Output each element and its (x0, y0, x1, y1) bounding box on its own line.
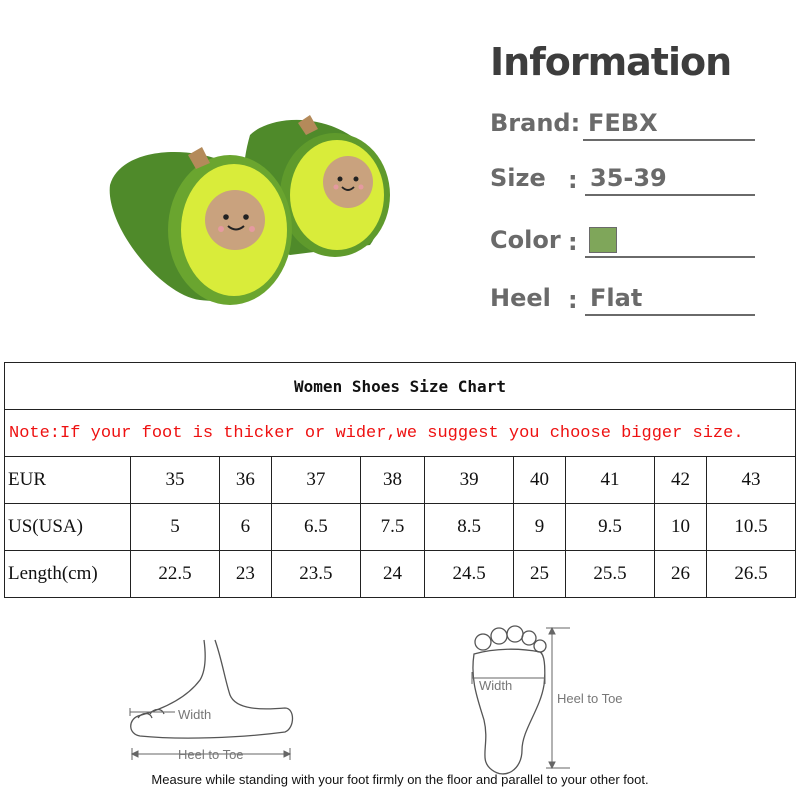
table-cell: 10.5 (706, 504, 795, 551)
size-value: 35-39 (590, 164, 667, 192)
heel-colon: : (568, 286, 578, 314)
color-label: Color (490, 226, 561, 254)
info-title: Information (490, 40, 732, 84)
brand-value: FEBX (588, 109, 658, 137)
side-foot-illustration (131, 640, 293, 738)
table-cell: 36 (219, 457, 271, 504)
info-row-brand (490, 105, 755, 141)
table-row (5, 551, 796, 598)
table-cell: 24.5 (425, 551, 514, 598)
size-chart-note: Note:If your foot is thicker or wider,we suggest you choose bigger size. (5, 410, 796, 457)
size-underline (585, 194, 755, 196)
side-width-label: Width (178, 707, 212, 722)
side-length-label: Heel to Toe (178, 747, 244, 762)
table-cell: 9.5 (566, 504, 655, 551)
size-chart-title-row (5, 363, 796, 410)
table-cell: 26 (654, 551, 706, 598)
heel-label: Heel (490, 284, 551, 312)
table-cell: 24 (360, 551, 424, 598)
size-chart-title: Women Shoes Size Chart (5, 363, 796, 410)
brand-label: Brand: (490, 109, 581, 137)
table-cell: 25.5 (566, 551, 655, 598)
table-cell: 5 (131, 504, 220, 551)
table-cell: 39 (425, 457, 514, 504)
table-cell: 35 (131, 457, 220, 504)
size-label: Size (490, 164, 546, 192)
table-cell: 9 (514, 504, 566, 551)
table-cell: 26.5 (706, 551, 795, 598)
heel-underline (585, 314, 755, 316)
info-row-heel (490, 280, 755, 316)
table-cell: 43 (706, 457, 795, 504)
size-chart-table (4, 362, 796, 598)
table-cell: 42 (654, 457, 706, 504)
size-colon: : (568, 166, 578, 194)
table-cell: 23.5 (271, 551, 360, 598)
size-chart-note-row (5, 410, 796, 457)
table-cell: 37 (271, 457, 360, 504)
table-cell: 7.5 (360, 504, 424, 551)
info-row-color (490, 222, 755, 258)
row-header-us: US(USA) (5, 504, 131, 551)
color-swatch (589, 227, 617, 253)
measure-caption: Measure while standing with your foot firmly on the floor and parallel to your other foot. (151, 772, 649, 787)
table-cell: 22.5 (131, 551, 220, 598)
table-row (5, 457, 796, 504)
table-cell: 41 (566, 457, 655, 504)
table-cell: 25 (514, 551, 566, 598)
info-row-size (490, 160, 755, 196)
color-colon: : (568, 228, 578, 256)
table-cell: 40 (514, 457, 566, 504)
row-header-length: Length(cm) (5, 551, 131, 598)
top-width-label: Width (479, 678, 513, 693)
row-header-eur: EUR (5, 457, 131, 504)
front-slipper (110, 147, 292, 305)
table-cell: 6 (219, 504, 271, 551)
brand-underline (583, 139, 755, 141)
side-width-arrow (130, 708, 175, 716)
product-image (100, 105, 390, 310)
table-cell: 38 (360, 457, 424, 504)
top-length-label: Heel to Toe (557, 691, 623, 706)
color-underline (585, 256, 755, 258)
table-cell: 8.5 (425, 504, 514, 551)
table-cell: 10 (654, 504, 706, 551)
table-row (5, 504, 796, 551)
table-cell: 23 (219, 551, 271, 598)
top-foot-illustration (473, 626, 546, 774)
table-cell: 6.5 (271, 504, 360, 551)
heel-value: Flat (590, 284, 643, 312)
